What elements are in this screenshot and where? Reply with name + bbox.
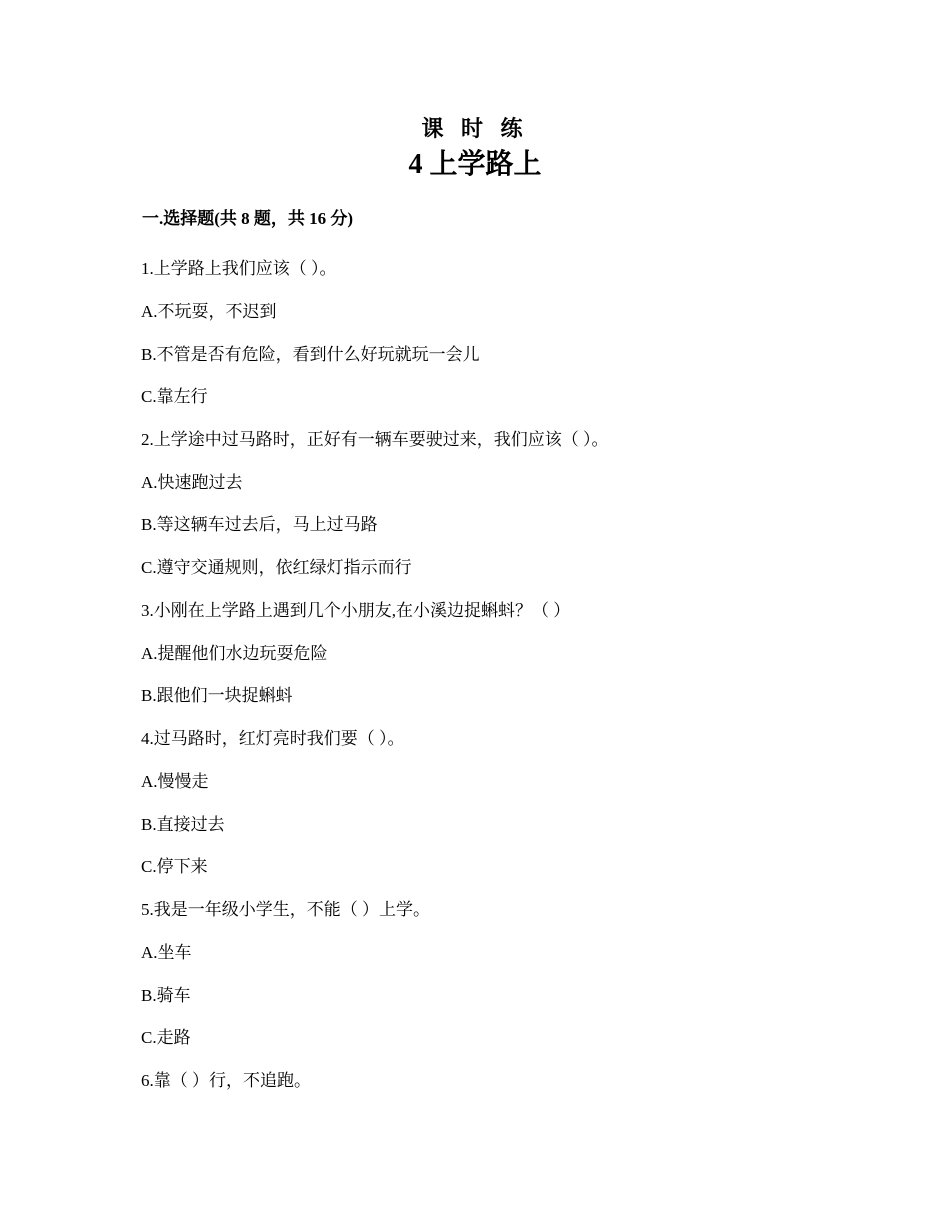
question-stem: 5.我是一年级小学生，不能（ ）上学。 — [141, 900, 430, 919]
answer-option: C.靠左行 — [141, 387, 208, 406]
answer-option: A.坐车 — [141, 943, 192, 962]
answer-option: A.慢慢走 — [141, 772, 209, 791]
answer-option: C.走路 — [141, 1028, 191, 1047]
worksheet-subtitle: 课 时 练 — [421, 116, 529, 141]
answer-option: B.直接过去 — [141, 815, 225, 834]
question-stem: 1.上学路上我们应该（ ）。 — [141, 259, 337, 278]
lesson-title: 4 上学路上 — [408, 149, 542, 180]
question-stem: 4.过马路时，红灯亮时我们要（ ）。 — [141, 729, 405, 748]
answer-option: C.遵守交通规则，依红绿灯指示而行 — [141, 558, 412, 577]
question-stem: 2.上学途中过马路时，正好有一辆车要驶过来，我们应该（ ）。 — [141, 430, 609, 449]
section-heading: 一.选择题(共 8 题，共 16 分) — [142, 209, 354, 228]
answer-option: C.停下来 — [141, 857, 208, 876]
answer-option: B.骑车 — [141, 986, 191, 1005]
answer-option: B.等这辆车过去后，马上过马路 — [141, 515, 378, 534]
answer-option: B.跟他们一块捉蝌蚪 — [141, 686, 293, 705]
question-stem: 6.靠（ ）行，不追跑。 — [141, 1071, 311, 1090]
question-stem: 3.小刚在上学路上遇到几个小朋友,在小溪边捉蝌蚪？（ ） — [141, 601, 571, 620]
answer-option: A.不玩耍，不迟到 — [141, 302, 277, 321]
answer-option: A.提醒他们水边玩耍危险 — [141, 644, 328, 663]
answer-option: B.不管是否有危险，看到什么好玩就玩一会儿 — [141, 345, 480, 364]
answer-option: A.快速跑过去 — [141, 473, 243, 492]
